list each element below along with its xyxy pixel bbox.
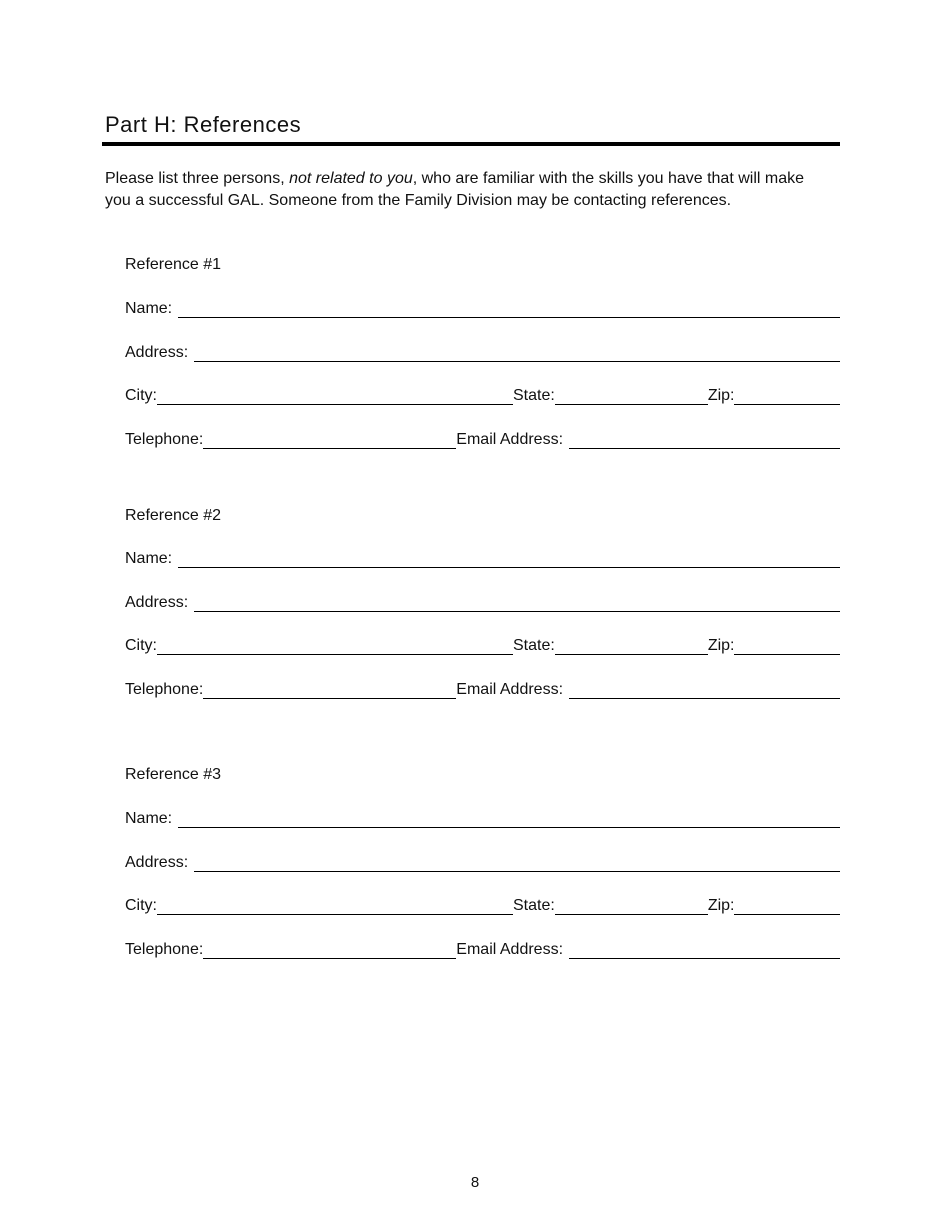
address-field[interactable] xyxy=(194,345,840,362)
state-field[interactable] xyxy=(555,638,708,655)
city-label: City: xyxy=(125,897,157,914)
email-label: Email Address: xyxy=(456,681,564,698)
zip-field[interactable] xyxy=(734,388,840,405)
city-field[interactable] xyxy=(157,388,513,405)
email-label: Email Address: xyxy=(456,941,564,958)
page-number: 8 xyxy=(470,1174,480,1191)
address-label: Address: xyxy=(125,594,189,611)
telephone-label: Telephone: xyxy=(125,681,204,698)
email-label: Email Address: xyxy=(456,431,564,448)
state-field[interactable] xyxy=(555,898,708,915)
name-row xyxy=(125,546,840,568)
address-field[interactable] xyxy=(194,855,840,872)
zip-field[interactable] xyxy=(734,638,840,655)
name-field[interactable] xyxy=(178,301,840,318)
city-state-zip-row xyxy=(125,893,840,915)
state-field[interactable] xyxy=(555,388,708,405)
name-label: Name: xyxy=(125,300,173,317)
name-label: Name: xyxy=(125,810,173,827)
address-label: Address: xyxy=(125,854,189,871)
telephone-field[interactable] xyxy=(203,682,456,699)
title-divider xyxy=(102,142,840,146)
address-field[interactable] xyxy=(194,595,840,612)
intro-text-end: , who are familiar with the skills you have that will make you a successful GAL. Someone from the Family Division may be contacting references. xyxy=(105,170,804,209)
reference-heading: Reference #2 xyxy=(125,507,222,524)
zip-label: Zip: xyxy=(707,637,735,654)
city-label: City: xyxy=(125,387,157,404)
address-row xyxy=(125,850,840,872)
telephone-field[interactable] xyxy=(203,432,456,449)
name-label: Name: xyxy=(125,550,173,567)
reference-heading: Reference #1 xyxy=(125,256,222,273)
name-field[interactable] xyxy=(178,811,840,828)
telephone-email-row xyxy=(125,677,840,699)
page-title: Part H: References xyxy=(105,112,302,137)
name-row xyxy=(125,296,840,318)
city-label: City: xyxy=(125,637,157,654)
name-row xyxy=(125,806,840,828)
address-label: Address: xyxy=(125,344,189,361)
name-field[interactable] xyxy=(178,551,840,568)
intro-paragraph xyxy=(105,168,825,212)
city-field[interactable] xyxy=(157,898,513,915)
zip-label: Zip: xyxy=(707,387,735,404)
city-state-zip-row xyxy=(125,383,840,405)
address-row xyxy=(125,590,840,612)
telephone-label: Telephone: xyxy=(125,941,204,958)
address-row xyxy=(125,340,840,362)
city-state-zip-row xyxy=(125,633,840,655)
reference-heading: Reference #3 xyxy=(125,766,222,783)
zip-field[interactable] xyxy=(734,898,840,915)
state-label: State: xyxy=(513,897,555,914)
state-label: State: xyxy=(513,387,555,404)
state-label: State: xyxy=(513,637,555,654)
telephone-label: Telephone: xyxy=(125,431,204,448)
telephone-field[interactable] xyxy=(203,942,456,959)
intro-emphasis: not related to you xyxy=(289,170,413,187)
telephone-email-row xyxy=(125,427,840,449)
zip-label: Zip: xyxy=(707,897,735,914)
email-field[interactable] xyxy=(569,682,840,699)
email-field[interactable] xyxy=(569,942,840,959)
city-field[interactable] xyxy=(157,638,513,655)
email-field[interactable] xyxy=(569,432,840,449)
telephone-email-row xyxy=(125,937,840,959)
intro-text-start: Please list three persons, xyxy=(105,170,290,187)
